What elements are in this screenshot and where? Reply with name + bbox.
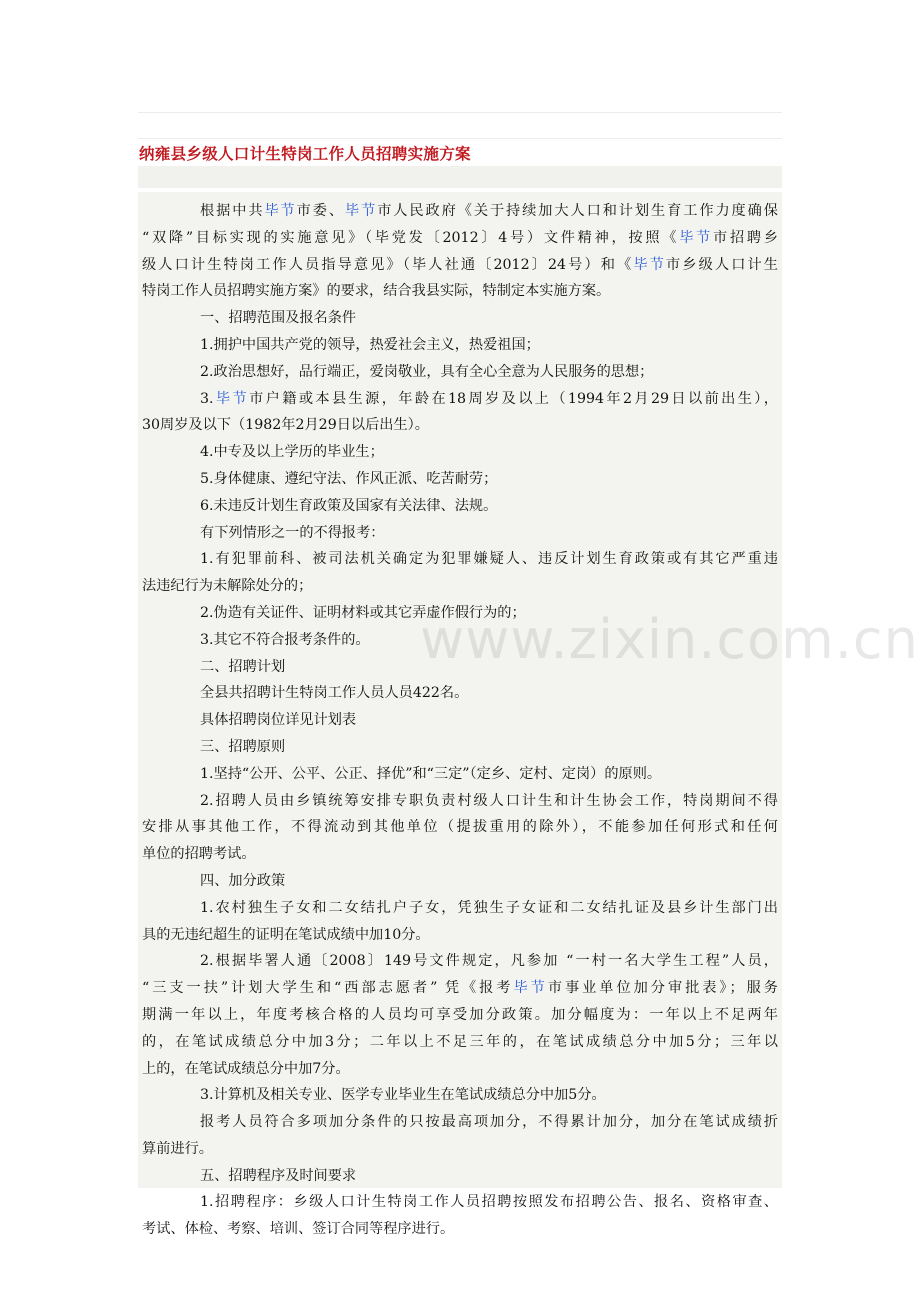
- paragraph: [142, 359, 778, 386]
- paragraph: [142, 734, 778, 761]
- text-line: [142, 975, 778, 1002]
- text-line: [142, 1029, 778, 1056]
- text-line: [142, 1109, 778, 1136]
- text-run: 报考人员符合多项加分条件的只按最高项加分，不得累计加分，加分在笔试成绩折: [200, 1114, 778, 1131]
- text-run: 2.政治思想好，品行端正，爱岗敬业，具有全心全意为人民服务的思想；: [200, 363, 654, 380]
- text-line: [142, 412, 778, 439]
- paragraph: [142, 332, 778, 359]
- text-line: [142, 546, 778, 573]
- text-line: [142, 520, 778, 547]
- text-run: 市乡级人口计生: [666, 256, 778, 273]
- text-run: 算前进行。: [142, 1140, 213, 1157]
- text-line: [142, 1163, 778, 1190]
- text-line: [142, 278, 778, 305]
- text-run: “双降”目标实现的实施意见》（毕党发〔2012〕4号）文件精神，按照《: [142, 229, 680, 246]
- text-line: [142, 895, 778, 922]
- top-divider: [138, 112, 782, 113]
- watermark: www.zixin.com.cn: [420, 608, 919, 671]
- text-line: [142, 386, 778, 413]
- title-spacer-bar: [138, 166, 782, 188]
- paragraph: [142, 439, 778, 466]
- text-line: [142, 627, 778, 654]
- paragraph: [142, 546, 778, 600]
- place-link[interactable]: 毕节: [633, 256, 666, 273]
- paragraph: [142, 1189, 778, 1243]
- paragraph: [142, 1163, 778, 1190]
- text-line: [142, 814, 778, 841]
- text-run: 三、招聘原则: [200, 738, 286, 755]
- text-line: [142, 1189, 778, 1216]
- paragraph: [142, 761, 778, 788]
- text-run: 安排从事其他工作，不得流动到其他单位（提拔重用的除外），不能参加任何形式和任何: [142, 819, 778, 836]
- paragraph: [142, 493, 778, 520]
- text-run: 市户籍或本县生源，年龄在18周岁及以上（1994年2月29日以前出生），: [249, 390, 778, 407]
- text-line: [142, 198, 778, 225]
- place-link[interactable]: 毕节: [264, 203, 297, 219]
- text-line: [142, 922, 778, 949]
- text-line: [142, 654, 778, 681]
- text-line: [142, 734, 778, 761]
- place-link[interactable]: 毕节: [679, 229, 714, 246]
- text-line: [142, 948, 778, 975]
- text-run: 3.计算机及相关专业、医学专业毕业生在笔试成绩总分中加5分。: [200, 1087, 606, 1104]
- text-run: 四、加分政策: [200, 872, 286, 889]
- text-run: 期满一年以上，年度考核合格的人员均可享受加分政策。加分幅度为：一年以上不足两年: [142, 1006, 778, 1023]
- text-run: 的，在笔试成绩总分中加3分；二年以上不足三年的，在笔试成绩总分中加5分；三年以: [142, 1033, 778, 1050]
- text-run: 级人口计生特岗工作人员指导意见》（毕人社通〔2012〕24号）和《: [142, 256, 634, 273]
- text-line: [142, 600, 778, 627]
- paragraph: [142, 1082, 778, 1109]
- text-run: 6.未违反计划生育政策及国家有关法律、法规。: [200, 497, 498, 514]
- paragraph: [142, 600, 778, 627]
- text-run: 具的无违纪超生的证明在笔试成绩中加10分。: [142, 926, 430, 943]
- text-run: 1.坚持“公开、公平、公正、择优”和“三定”（定乡、定村、定岗）的原则。: [200, 765, 662, 782]
- text-line: [142, 359, 778, 386]
- text-line: [142, 841, 778, 868]
- text-run: 有下列情形之一的不得报考：: [200, 524, 385, 541]
- text-run: 市人民政府《关于持续加大人口和计划生育工作力度确保: [377, 203, 778, 219]
- text-line: [142, 680, 778, 707]
- paragraph: [142, 627, 778, 654]
- place-link[interactable]: 毕节: [344, 203, 378, 219]
- text-line: [142, 788, 778, 815]
- paragraph: [142, 868, 778, 895]
- text-run: 具体招聘岗位详见计划表: [200, 712, 357, 729]
- paragraph: [142, 466, 778, 493]
- page-title: 纳雍县乡级人口计生特岗工作人员招聘实施方案: [139, 144, 471, 163]
- text-line: [142, 573, 778, 600]
- text-run: 法违纪行为未解除处分的；: [142, 578, 313, 595]
- text-line: [142, 225, 778, 252]
- text-run: 1.有犯罪前科、被司法机关确定为犯罪嫌疑人、违反计划生育政策或有其它严重违: [200, 551, 778, 568]
- title-divider: [138, 138, 782, 139]
- text-line: [142, 868, 778, 895]
- text-run: 市委、: [296, 203, 345, 219]
- paragraph: [142, 305, 778, 332]
- text-run: 市招聘乡: [713, 229, 778, 246]
- text-run: 2.招聘人员由乡镇统筹安排专职负责村级人口计生和计生协会工作，特岗期间不得: [200, 792, 778, 809]
- text-run: 5.身体健康、遵纪守法、作风正派、吃苦耐劳；: [200, 470, 498, 487]
- text-run: 全县共招聘计生特岗工作人员人员422名。: [200, 685, 469, 702]
- text-run: 2.伪造有关证件、证明材料或其它弄虚作假行为的；: [200, 604, 526, 621]
- text-run: 一、招聘范围及报名条件: [200, 310, 357, 327]
- text-run: 1.农村独生子女和二女结扎户子女，凭独生子女证和二女结扎证及县乡计生部门出: [200, 899, 778, 916]
- text-run: 二、招聘计划: [200, 658, 286, 675]
- text-line: [142, 493, 778, 520]
- paragraph: [142, 654, 778, 681]
- place-link[interactable]: 毕节: [213, 390, 250, 407]
- place-link[interactable]: 毕节: [513, 980, 548, 997]
- text-run: 2.根据毕署人通〔2008〕149号文件规定，凡参加 “一村一名大学生工程”人员，: [200, 953, 778, 970]
- text-line: [142, 439, 778, 466]
- article-body: [138, 192, 782, 1238]
- paragraph: [142, 520, 778, 547]
- text-run: 3.其它不符合报考条件的。: [200, 631, 370, 648]
- text-run: 市事业单位加分审批表》；服务: [547, 980, 778, 997]
- paragraph: [142, 948, 778, 1082]
- paragraph: [142, 788, 778, 868]
- text-run: 上的，在笔试成绩总分中加7分。: [142, 1060, 350, 1077]
- text-run: 1.拥护中国共产党的领导，热爱社会主义，热爱祖国；: [200, 336, 540, 353]
- text-line: [142, 1216, 778, 1243]
- paragraph: [142, 707, 778, 734]
- paragraph: [142, 895, 778, 949]
- text-run: 根据中共: [200, 203, 265, 219]
- text-line: [142, 1082, 778, 1109]
- paragraph: [142, 386, 778, 440]
- text-run: 单位的招聘考试。: [142, 846, 256, 863]
- text-line: [142, 466, 778, 493]
- text-run: 五、招聘程序及时间要求: [200, 1167, 357, 1184]
- text-run: 3.: [200, 390, 214, 407]
- paragraph: [142, 1109, 778, 1163]
- text-run: 特岗工作人员招聘实施方案》的要求，结合我县实际，特制定本实施方案。: [142, 283, 611, 300]
- text-line: [142, 761, 778, 788]
- paragraph: [142, 680, 778, 707]
- text-run: 30周岁及以下（1982年2月29日以后出生）。: [142, 417, 429, 434]
- text-line: [142, 332, 778, 359]
- text-run: “三支一扶”计划大学生和“西部志愿者” 凭《报考: [142, 980, 514, 997]
- text-run: 4.中专及以上学历的毕业生；: [200, 444, 384, 461]
- text-line: [142, 1002, 778, 1029]
- text-line: [142, 707, 778, 734]
- text-line: [142, 1056, 778, 1083]
- text-run: 考试、体检、考察、培训、签订合同等程序进行。: [142, 1221, 455, 1238]
- text-line: [142, 305, 778, 332]
- paragraph: [142, 198, 778, 305]
- text-line: [142, 1136, 778, 1163]
- text-line: [142, 252, 778, 279]
- text-run: 1.招聘程序：乡级人口计生特岗工作人员招聘按照发布招聘公告、报名、资格审查、: [200, 1194, 778, 1211]
